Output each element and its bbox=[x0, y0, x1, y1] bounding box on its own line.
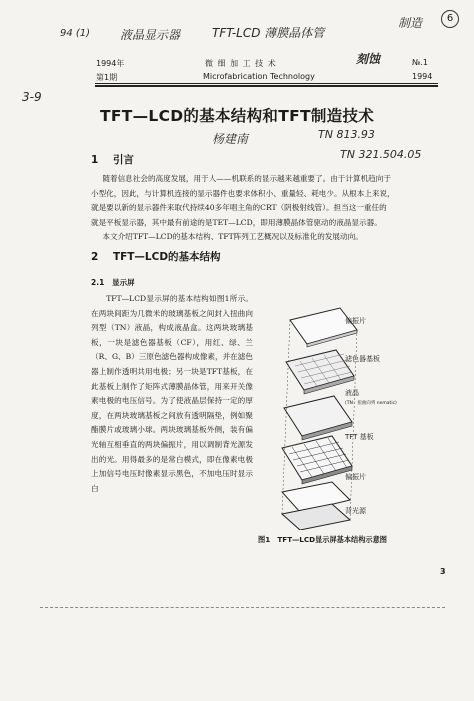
header-rule-thick bbox=[95, 85, 438, 87]
section-2-number: 2 bbox=[91, 251, 99, 263]
body-paragraph: TFT—LCD显示屏的基本结构如图1所示。在两块间距为几微米的玻璃基板之间封入扭曲向列型（TN）液晶，构成液晶盒。这两块玻璃基板，一块是滤色器基板（CF），用红、绿、兰（R、G、B）三原色滤色器构成像素，并在滤色器上制作透明共用电极；另一块是TFT基板，在此基板上制作了矩阵式薄膜晶体管，用来开关像素电极的电压信号。为了使液晶层保持一定的厚度，在两块玻璃基板之间放有透明隔垫，例如聚酯膜片或玻璃小球。两块玻璃基板外侧，装有偏光轴互相垂直的两块偏振片，用以调制背光源发出的光。用得最多的是常白模式，即在像素电极上加信号电压时像素显示黑色，不加电压时显示白 bbox=[91, 294, 253, 493]
section-1-heading bbox=[91, 152, 134, 167]
journal-issue-right: №.1 bbox=[412, 58, 428, 67]
layer-liquid-crystal bbox=[284, 396, 352, 440]
label-tft-substrate: TFT 基板 bbox=[345, 433, 374, 441]
handwritten-keyword-2: TFT-LCD 薄膜晶体管 bbox=[212, 26, 325, 40]
handwritten-keyword-4: 刻蚀 bbox=[356, 52, 381, 66]
handwritten-keyword-1: 液晶显示器 bbox=[120, 28, 181, 42]
bottom-divider bbox=[40, 607, 445, 608]
lcd-structure-figure bbox=[262, 300, 372, 530]
layer-color-filter bbox=[286, 350, 354, 394]
handwritten-class-number-1: TN 813.93 bbox=[318, 128, 375, 141]
label-liquid-crystal-note: (TN：扭曲向列 nematic) bbox=[345, 401, 397, 406]
journal-name-en: Microfabrication Technology bbox=[203, 72, 315, 81]
layer-tft-substrate bbox=[282, 436, 352, 484]
label-polarizer-bottom: 偏振片 bbox=[345, 473, 366, 481]
label-backlight: 背光源 bbox=[345, 507, 366, 515]
label-color-filter: 滤色器基板 bbox=[345, 355, 380, 363]
intro-line-1: 随着信息社会的高度发展，用于人——机联系的显示越来越重要了。由于计算机趋向于 bbox=[102, 174, 391, 183]
subsection-2-1-number: 2.1 bbox=[91, 278, 105, 287]
journal-year-left: 1994年 bbox=[96, 59, 125, 68]
handwritten-class-number-2: TN 321.504.05 bbox=[340, 148, 422, 161]
section-2-title: TFT—LCD的基本结构 bbox=[112, 251, 221, 263]
layer-backlight bbox=[282, 504, 350, 530]
body-column bbox=[91, 292, 253, 560]
intro-line-5: 本文介绍TFT—LCD的基本结构、TFT阵列工艺概况以及标准化的发展动向。 bbox=[102, 232, 363, 241]
header-rule-thin bbox=[95, 83, 438, 84]
journal-year-right: 1994 bbox=[412, 72, 433, 81]
handwritten-ref-number: 94 (1) bbox=[60, 28, 91, 39]
intro-paragraph bbox=[91, 172, 447, 245]
figure-caption: 图1 TFT—LCD显示屏基本结构示意图 bbox=[258, 535, 387, 544]
article-title: TFT—LCD的基本结构和TFT制造技术 bbox=[99, 107, 375, 125]
label-polarizer-top: 偏振片 bbox=[345, 317, 366, 325]
section-1-number: 1 bbox=[91, 154, 99, 166]
handwritten-margin-note: 3-9 bbox=[22, 90, 42, 104]
label-liquid-crystal: 液晶 bbox=[345, 389, 359, 397]
subsection-2-1-title: 显示屏 bbox=[112, 278, 135, 287]
intro-line-3: 就是要以新的显示器件来取代持续40多年唱主角的CRT（阴极射线管）。担当这一重任的 bbox=[91, 203, 387, 212]
section-1-title: 引言 bbox=[112, 154, 134, 166]
layer-polarizer-top bbox=[290, 308, 357, 347]
intro-line-4: 就是平板显示器，其中最有前途的是TET—LCD，即用薄膜晶体管驱动的液晶显示器。 bbox=[91, 217, 382, 227]
intro-line-2: 小型化，因此，与计算机连接的显示器件也要求体积小、重量轻、耗电少。从根本上来说， bbox=[91, 188, 395, 198]
journal-issue-left: 第1期 bbox=[96, 73, 118, 82]
section-2-heading bbox=[91, 249, 221, 264]
handwritten-author: 杨建南 bbox=[212, 132, 249, 146]
journal-name-cn: 微 细 加 工 技 术 bbox=[205, 59, 277, 68]
page-number: 3 bbox=[440, 567, 446, 576]
subsection-2-1-heading bbox=[91, 277, 135, 288]
handwritten-keyword-3: 制造 bbox=[398, 16, 423, 30]
page-circle-mark: 6 bbox=[441, 10, 459, 28]
